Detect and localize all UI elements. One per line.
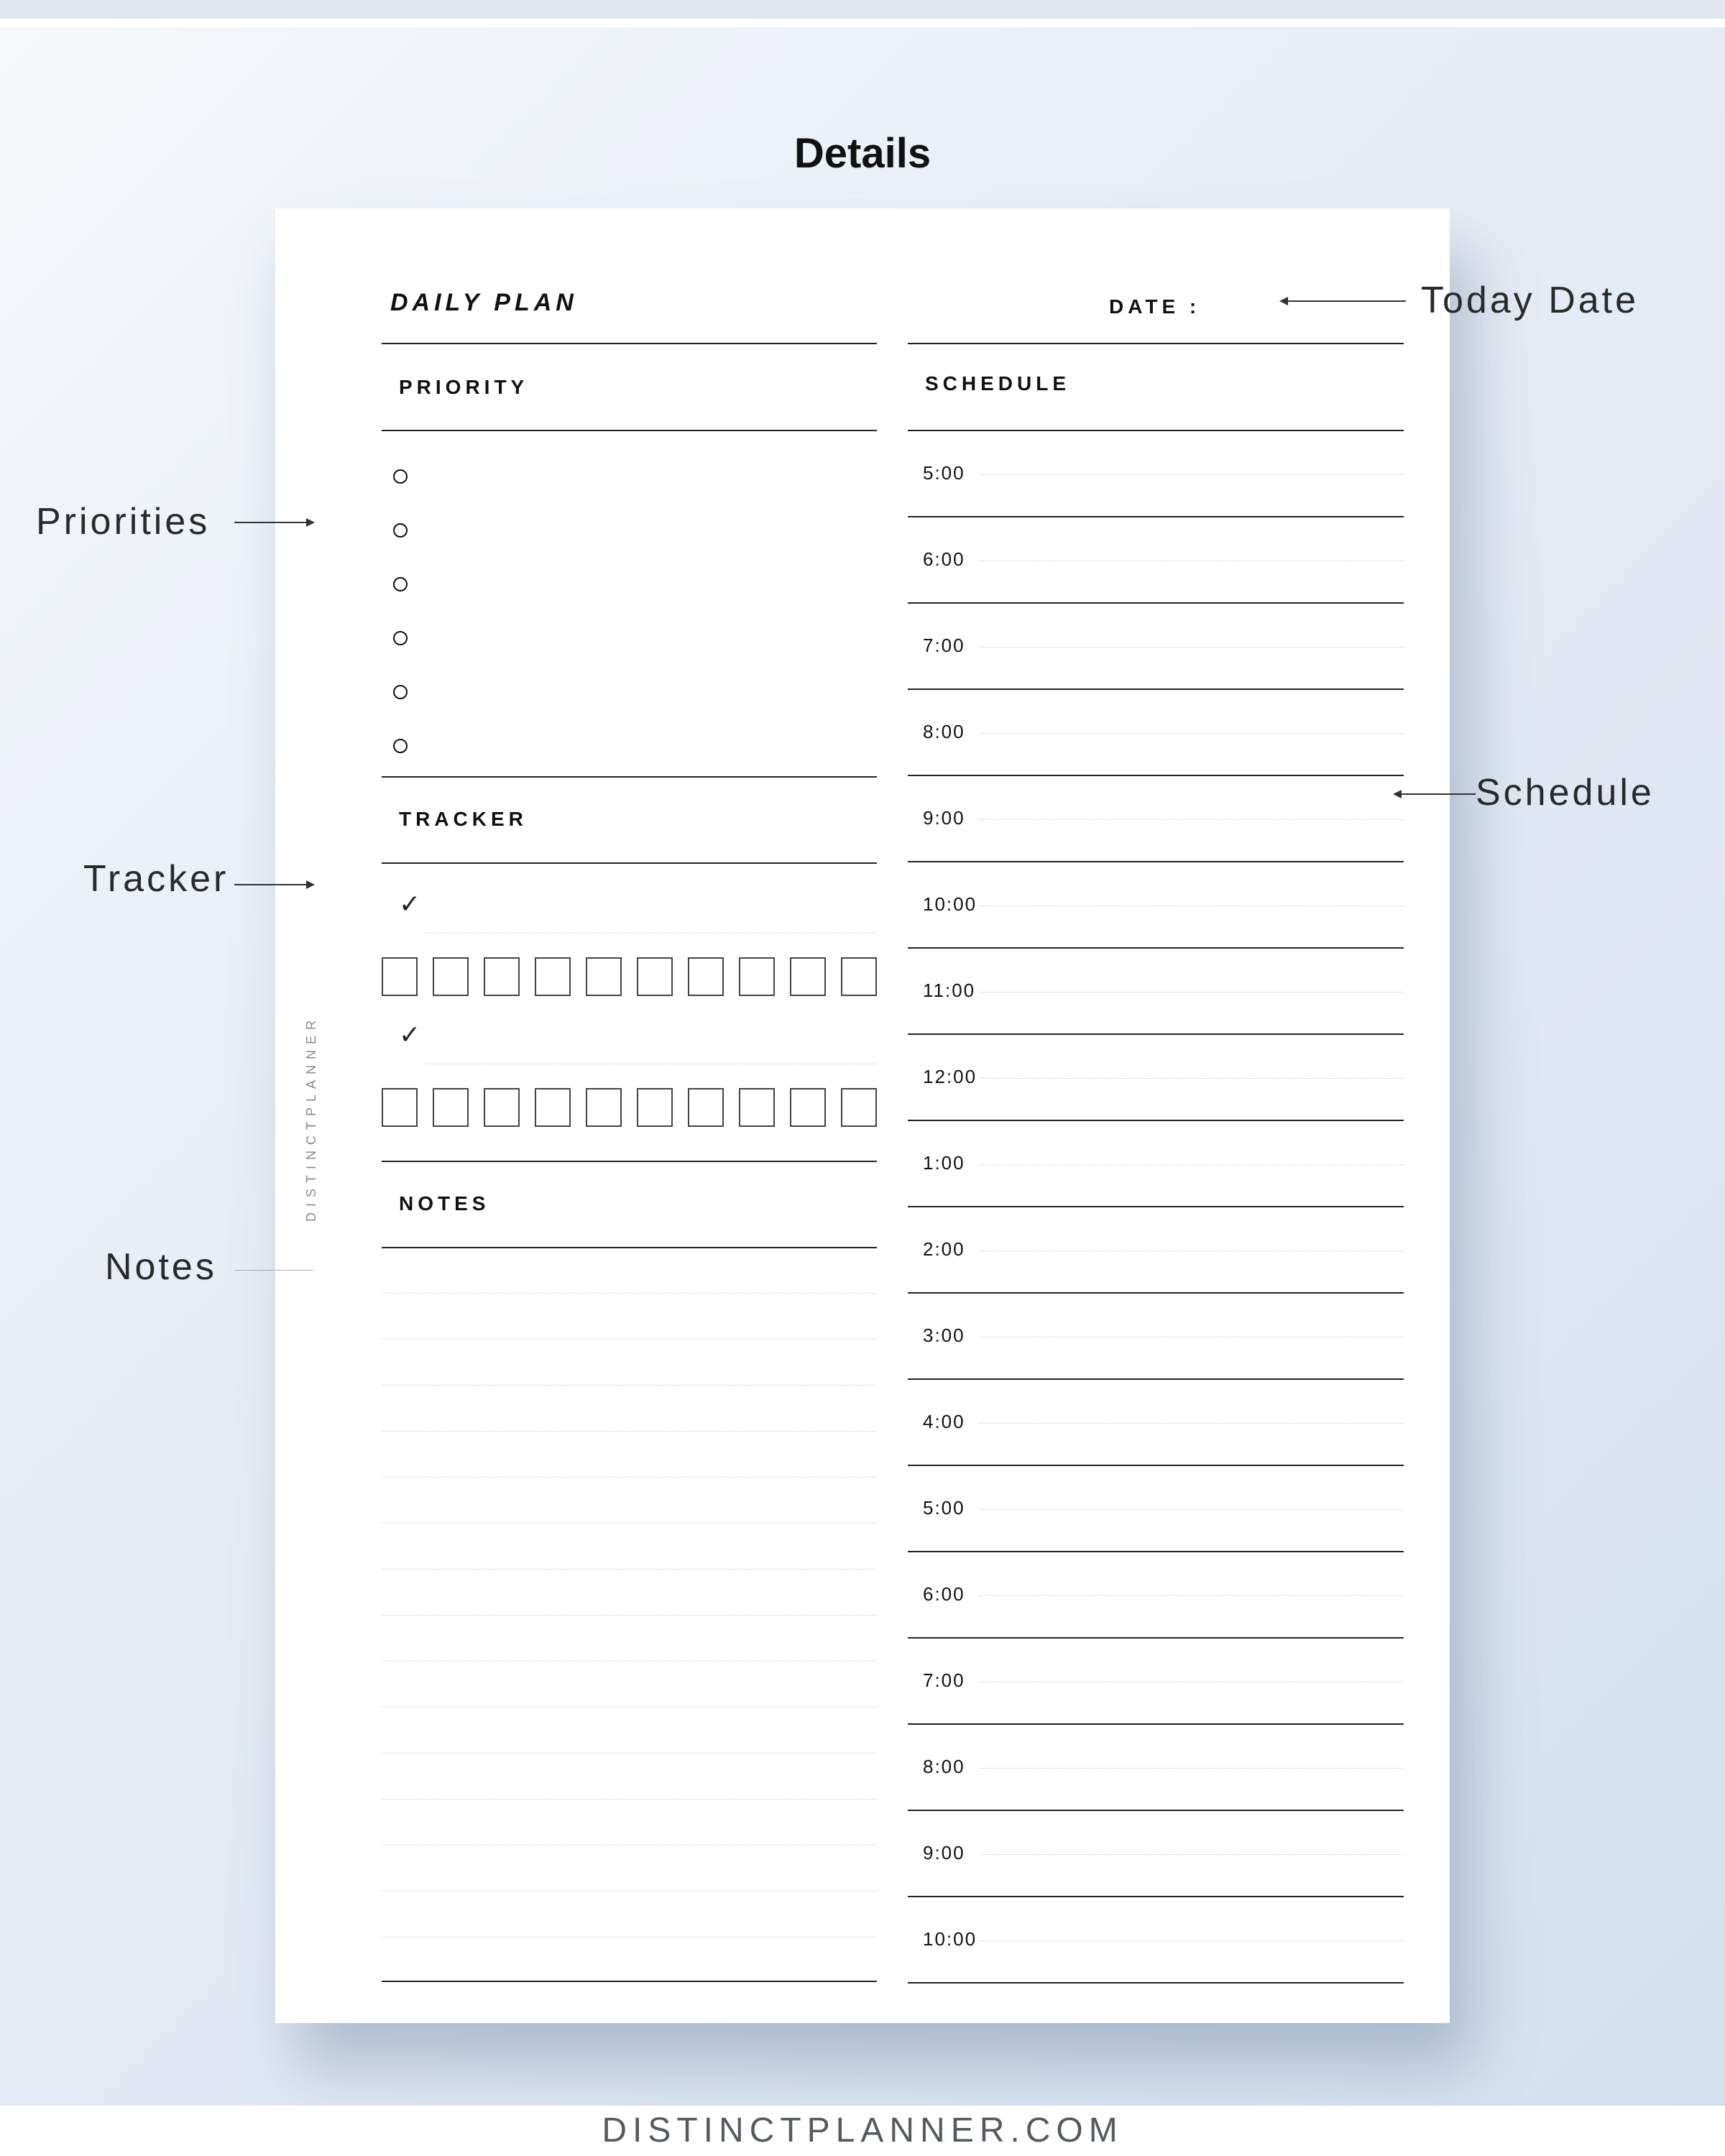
schedule-half-hour-line[interactable] [980,1940,1404,1941]
schedule-time: 6:00 [923,548,965,570]
annotation-today-date: Today Date [1421,280,1639,321]
tracker-box[interactable] [535,957,571,996]
tracker-box[interactable] [586,957,622,996]
priority-bullet[interactable] [393,469,408,484]
schedule-hour-rule [908,602,1404,604]
schedule-half-hour-line[interactable] [980,1078,1404,1079]
schedule-half-hour-line[interactable] [980,1250,1404,1251]
schedule-hour-rule [908,1120,1404,1121]
title-rule-right [908,343,1404,344]
schedule-hour-rule [908,1723,1404,1725]
tracker-box[interactable] [433,957,469,996]
schedule-hour-rule [908,1982,1404,1984]
tracker-box[interactable] [484,957,520,996]
notes-line[interactable] [382,1385,877,1386]
tracker-box[interactable] [739,957,775,996]
notes-line[interactable] [382,1523,877,1524]
tracker-box[interactable] [841,957,877,996]
tracker-box[interactable] [739,1088,775,1127]
notes-line[interactable] [382,1891,877,1892]
schedule-time: 8:00 [923,1756,965,1777]
schedule-arrow [1402,793,1476,795]
schedule-half-hour-line[interactable] [980,1768,1404,1769]
schedule-time: 9:00 [923,1842,965,1864]
tracker-box[interactable] [637,1088,673,1127]
notes-line[interactable] [382,1845,877,1846]
schedule-hour-rule [908,861,1404,862]
schedule-half-hour-line[interactable] [980,1854,1404,1855]
schedule-time: 7:00 [923,635,965,656]
priorities-arrow [234,522,306,523]
tracker-box[interactable] [790,957,826,996]
notes-line[interactable] [382,1477,877,1478]
schedule-hour-rule [908,1810,1404,1811]
tracker-box[interactable] [382,1088,418,1127]
schedule-hour-rule [908,1033,1404,1035]
tracker-box[interactable] [790,1088,826,1127]
schedule-time: 7:00 [923,1669,965,1691]
priorities-arrowhead [306,518,315,527]
schedule-hour-rule [908,775,1404,776]
today-date-arrowhead [1279,297,1288,305]
annotation-tracker: Tracker [83,858,229,900]
priority-bullet[interactable] [393,739,408,753]
tracker-box[interactable] [535,1088,571,1127]
date-label: DATE : [1109,295,1201,318]
planner-title: DAILY PLAN [390,289,578,316]
schedule-time: 8:00 [923,721,965,742]
schedule-half-hour-line[interactable] [980,647,1404,648]
annotation-notes: Notes [105,1246,217,1288]
priority-bullet[interactable] [393,631,408,645]
tracker-box[interactable] [382,957,418,996]
schedule-half-hour-line[interactable] [980,1509,1404,1510]
tracker-box[interactable] [688,1088,724,1127]
page-heading: Details [794,130,932,177]
schedule-time: 6:00 [923,1583,965,1605]
footer-bar [0,2106,1725,2156]
tracker-check-icon: ✓ [399,1021,421,1050]
schedule-time: 10:00 [923,1928,978,1950]
notes-rule [382,1247,877,1248]
footer-url[interactable]: DISTINCTPLANNER.COM [602,2111,1123,2150]
schedule-label: SCHEDULE [925,372,1071,395]
schedule-hour-rule [908,688,1404,690]
schedule-half-hour-line[interactable] [980,1423,1404,1424]
notes-line[interactable] [382,1661,877,1662]
schedule-time: 2:00 [923,1238,965,1260]
schedule-hour-rule [908,1206,1404,1207]
schedule-hour-rule [908,1637,1404,1639]
annotation-schedule: Schedule [1476,772,1655,814]
schedule-time: 1:00 [923,1152,965,1174]
notes-label: NOTES [399,1192,490,1215]
schedule-time: 9:00 [923,807,965,829]
planner-sheet [275,208,1450,2023]
notes-line[interactable] [382,1937,877,1938]
notes-line[interactable] [382,1339,877,1340]
priority-bullet[interactable] [393,685,408,699]
schedule-arrowhead [1393,790,1402,798]
notes-top-rule [382,1161,877,1162]
tracker-rule [382,862,877,864]
notes-line[interactable] [382,1707,877,1708]
priority-rule [382,430,877,431]
schedule-time: 12:00 [923,1066,978,1087]
title-rule-left [382,343,877,344]
tracker-box[interactable] [586,1088,622,1127]
tracker-habit-line[interactable] [425,933,877,934]
tracker-arrow [234,884,306,885]
schedule-half-hour-line[interactable] [980,474,1404,475]
top-strip [0,0,1725,27]
tracker-label: TRACKER [399,808,528,830]
schedule-time: 5:00 [923,1497,965,1519]
schedule-hour-rule [908,516,1404,517]
schedule-hour-rule [908,947,1404,949]
annotation-priorities: Priorities [36,501,211,543]
priority-bullet[interactable] [393,577,408,591]
notes-line[interactable] [382,1615,877,1616]
schedule-time: 4:00 [923,1411,965,1432]
tracker-box[interactable] [484,1088,520,1127]
priority-bullet[interactable] [393,523,408,538]
notes-line[interactable] [382,1431,877,1432]
schedule-hour-rule [908,1896,1404,1897]
schedule-hour-rule [908,1292,1404,1294]
schedule-half-hour-line[interactable] [980,1164,1404,1165]
schedule-time: 10:00 [923,893,978,915]
priority-label: PRIORITY [399,376,529,398]
notes-line[interactable] [382,1753,877,1754]
notes-arrow [234,1270,313,1271]
tracker-box[interactable] [637,957,673,996]
side-brand-text: DISTINCTPLANNER [304,1014,318,1222]
schedule-half-hour-line[interactable] [980,733,1404,734]
notes-line[interactable] [382,1799,877,1800]
notes-bottom-rule [382,1981,877,1982]
schedule-time: 11:00 [923,980,976,1001]
tracker-box[interactable] [433,1088,469,1127]
tracker-box[interactable] [841,1088,877,1127]
notes-line[interactable] [382,1569,877,1570]
schedule-time: 3:00 [923,1325,965,1346]
notes-line[interactable] [382,1293,877,1294]
schedule-time: 5:00 [923,462,965,484]
schedule-hour-rule [908,1465,1404,1466]
tracker-top-rule [382,776,877,778]
schedule-hour-rule [908,1551,1404,1552]
today-date-arrow [1287,300,1406,302]
tracker-check-icon: ✓ [399,890,421,919]
schedule-half-hour-line[interactable] [980,1595,1404,1596]
schedule-header-rule [908,430,1404,431]
tracker-arrowhead [306,880,315,889]
tracker-box[interactable] [688,957,724,996]
schedule-half-hour-line[interactable] [980,819,1404,820]
schedule-hour-rule [908,1378,1404,1380]
